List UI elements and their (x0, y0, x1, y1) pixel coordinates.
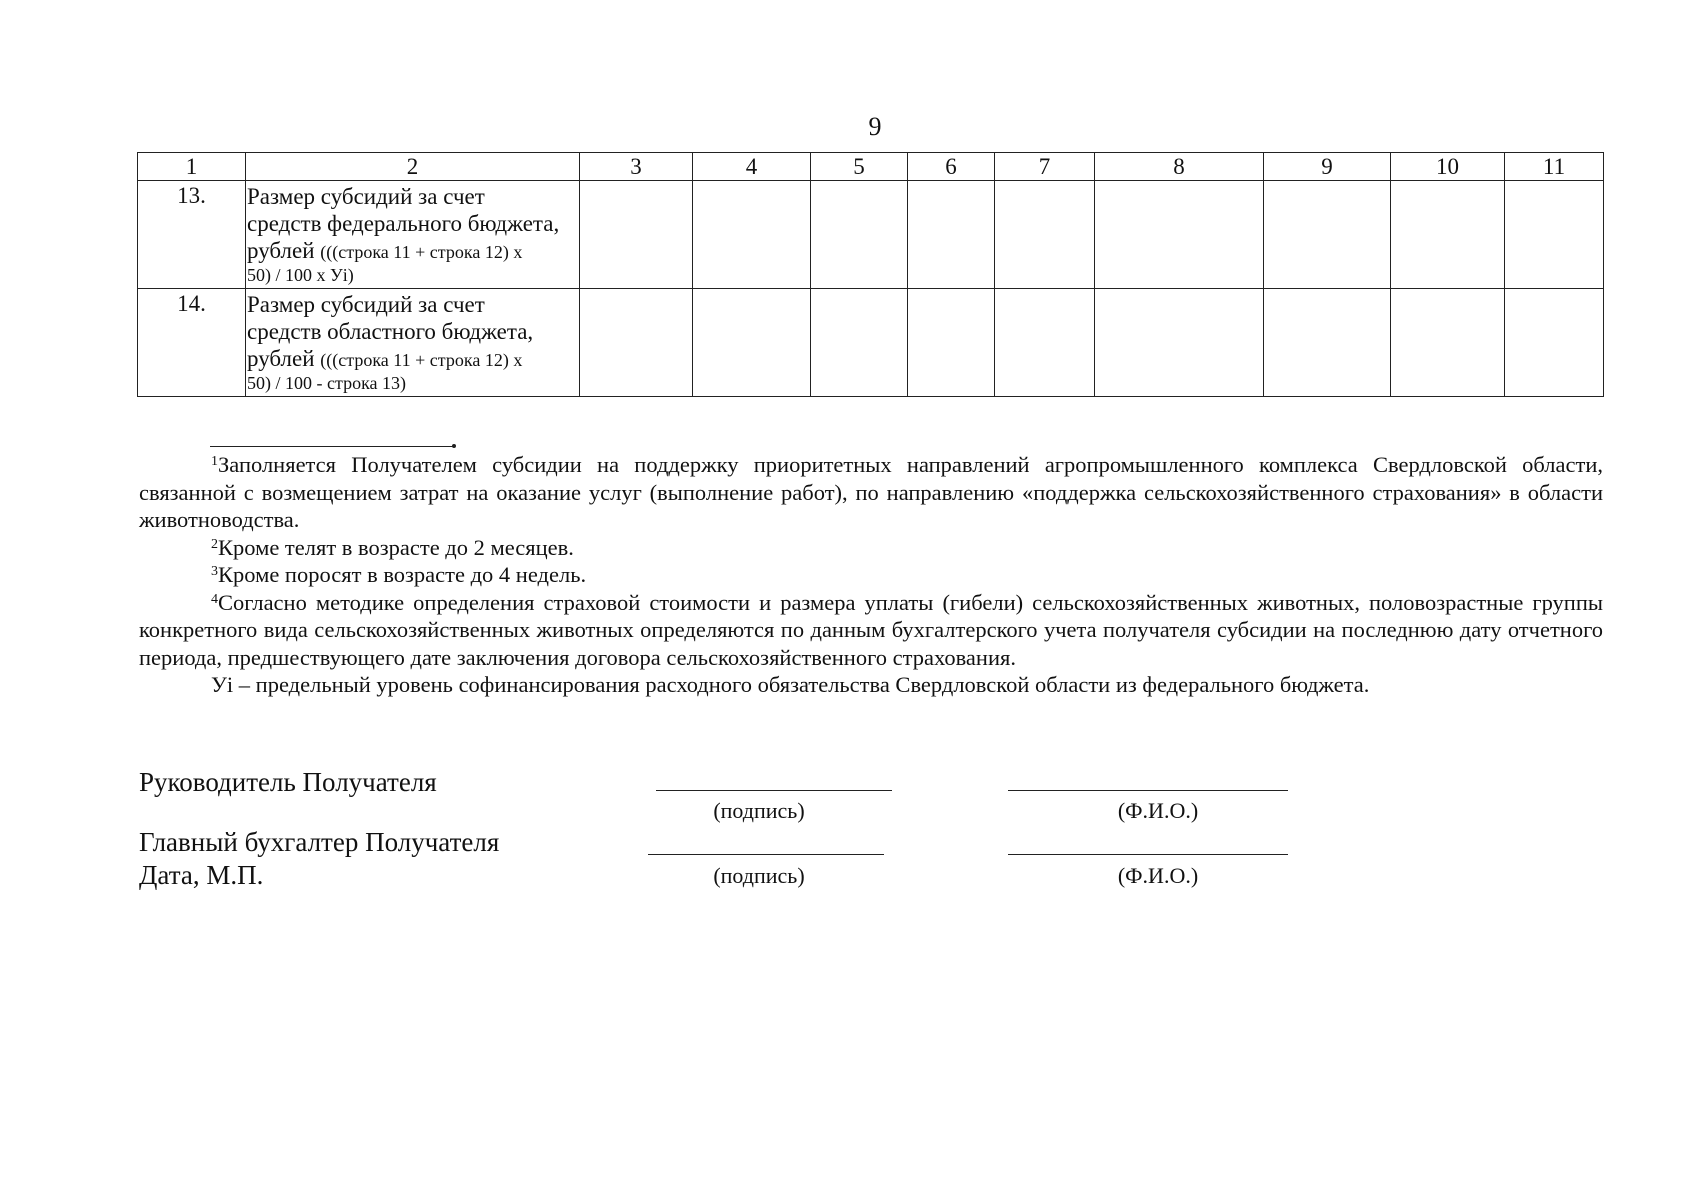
row-formula-part: (((строка 11 + строка 12) х (320, 242, 523, 262)
column-number: 9 (1264, 153, 1391, 181)
row-formula-part: (((строка 11 + строка 12) х (320, 350, 523, 370)
footnote-separator (210, 446, 454, 447)
column-number: 11 (1505, 153, 1604, 181)
signature-caption: (подпись) (713, 863, 805, 888)
footnote (139, 534, 1603, 562)
column-number: 4 (693, 153, 811, 181)
row-formula (247, 237, 577, 264)
row-formula-prefix: рублей (247, 346, 321, 371)
row-formula-prefix: рублей (247, 238, 321, 263)
row-formula (247, 345, 577, 372)
row-description-line: Размер субсидий за счет (247, 184, 485, 209)
footnote-text: Заполняется Получателем субсидии на поддержку приоритетных направлений агропромышленного комплекса Свердловской области, связанной с возмещением затрат на оказание услуг (выполнение работ), по направлению «поддержка сельскохозяйственного страхования» в области животноводства. (139, 452, 1603, 532)
table-cell (1505, 289, 1604, 397)
column-number: 7 (995, 153, 1095, 181)
footnote-mark: 1 (211, 454, 218, 469)
footnotes (139, 451, 1603, 699)
row-description (246, 289, 580, 397)
column-number: 3 (580, 153, 693, 181)
table-header-row (138, 153, 1604, 181)
date-label: Дата, М.П. (139, 860, 264, 890)
table-cell (580, 181, 693, 289)
table-row (138, 181, 1604, 289)
footnote-mark: 4 (211, 591, 218, 607)
footnote-mark: 2 (211, 536, 218, 552)
footnote-mark: 3 (211, 564, 218, 579)
footnote (139, 589, 1603, 672)
column-number: 10 (1391, 153, 1505, 181)
row-formula-part: 50) / 100 - строка 13) (247, 373, 407, 393)
column-number: 2 (246, 153, 580, 181)
table-cell (580, 289, 693, 397)
footnote-text: Кроме поросят в возрасте до 4 недель. (218, 562, 587, 587)
row-formula-part: 50) / 100 х Уi) (247, 265, 354, 285)
footnote (139, 561, 1603, 589)
table-cell (1505, 181, 1604, 289)
head-label: Руководитель Получателя (139, 767, 437, 797)
head-name-line[interactable] (1008, 790, 1288, 791)
table-row (138, 289, 1604, 397)
table-cell (693, 181, 811, 289)
table-cell (1391, 181, 1505, 289)
column-number: 5 (811, 153, 908, 181)
name-caption: (Ф.И.О.) (1117, 863, 1199, 888)
column-number: 6 (908, 153, 995, 181)
footnote-text: Кроме телят в возрасте до 2 месяцев. (218, 534, 574, 560)
accountant-signature-line[interactable] (648, 854, 884, 855)
table-cell (908, 181, 995, 289)
row-number: 14. (138, 289, 246, 397)
table-cell (693, 289, 811, 397)
signature-caption: (подпись) (713, 798, 805, 823)
table-cell (908, 289, 995, 397)
table-cell (1095, 181, 1264, 289)
table-cell (811, 181, 908, 289)
name-caption: (Ф.И.О.) (1117, 798, 1199, 823)
table-cell (1391, 289, 1505, 397)
column-number: 8 (1095, 153, 1264, 181)
row-description-line: средств федерального бюджета, (247, 211, 560, 236)
table-cell (811, 289, 908, 397)
footnote-text: Согласно методике определения страховой стоимости и размера уплаты (гибели) сельскохозяйственных животных, половозрастные группы конкретного вида сельскохозяйственных животных определяются по данным бухгалтерского учета получателя субсидии на последнюю дату отчетного периода, предшествующего дате заключения договора сельскохозяйственного страхования. (139, 589, 1603, 670)
subsidy-table (137, 152, 1604, 397)
table-cell (1264, 289, 1391, 397)
page-number: 9 (868, 112, 882, 141)
head-signature-line[interactable] (656, 790, 892, 791)
table-cell (1095, 289, 1264, 397)
accountant-name-line[interactable] (1008, 854, 1288, 855)
accountant-label: Главный бухгалтер Получателя (139, 827, 500, 857)
footnote (139, 671, 1603, 699)
footnote (139, 451, 1603, 534)
row-description-line: средств областного бюджета, (247, 319, 534, 344)
row-description-line: Размер субсидий за счет (247, 292, 485, 317)
column-number: 1 (138, 153, 246, 181)
table-cell (995, 289, 1095, 397)
table-cell (1264, 181, 1391, 289)
row-number: 13. (138, 181, 246, 289)
row-description (246, 181, 580, 289)
footnote-text: Уi – предельный уровень софинансирования расходного обязательства Свердловской области из федерального бюджета. (211, 672, 1370, 697)
table-cell (995, 181, 1095, 289)
